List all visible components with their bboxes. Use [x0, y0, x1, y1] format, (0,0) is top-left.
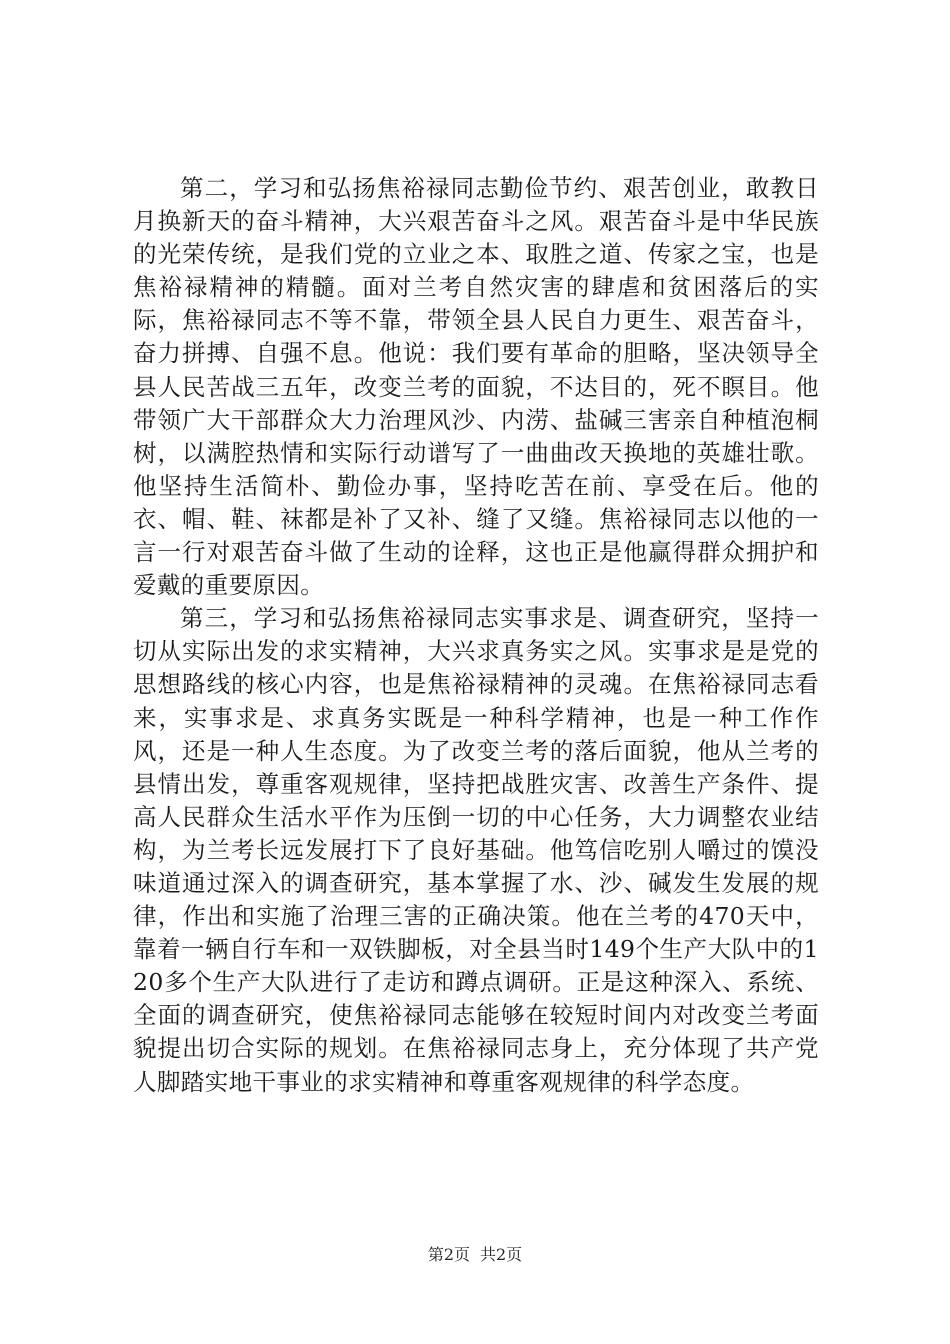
page-number: 第2页 — [427, 1245, 470, 1264]
page-footer — [0, 1244, 950, 1266]
paragraph-third-point: 第三，学习和弘扬焦裕禄同志实事求是、调查研究，坚持一切从实际出发的求实精神，大兴求真务实之风。实事求是是党的思想路线的核心内容，也是焦裕禄精神的灵魂。在焦裕禄同志看来，实事求是、求真务实既是一种科学精神，也是一种工作作风，还是一种人生态度。为了改变兰考的落后面貌，他从兰考的县情出发，尊重客观规律，坚持把战胜灾害、改善生产条件、提高人民群众生活水平作为压倒一切的中心任务，大力调整农业结构，为兰考长远发展打下了良好基础。他笃信吃别人嚼过的馍没味道通过深入的调查研究，基本掌握了水、沙、碱发生发展的规律，作出和实施了治理三害的正确决策。他在兰考的470天中，靠着一辆自行车和一双铁脚板，对全县当时149个生产大队中的120多个生产大队进行了走访和蹲点调研。正是这种深入、系统、全面的调查研究，使焦裕禄同志能够在较短时间内对改变兰考面貌提出切合实际的规划。在焦裕禄同志身上，充分体现了共产党人脚踏实地干事业的求实精神和尊重客观规律的科学态度。 — [133, 604, 819, 1096]
page-total: 共2页 — [480, 1245, 523, 1264]
document-body — [133, 172, 819, 1099]
paragraph-second-point: 第二，学习和弘扬焦裕禄同志勤俭节约、艰苦创业，敢教日月换新天的奋斗精神，大兴艰苦奋斗之风。艰苦奋斗是中华民族的光荣传统，是我们党的立业之本、取胜之道、传家之宝，也是焦裕禄精神的精髓。面对兰考自然灾害的肆虐和贫困落后的实际，焦裕禄同志不等不靠，带领全县人民自力更生、艰苦奋斗，奋力拼搏、自强不息。他说：我们要有革命的胆略，坚决领导全县人民苦战三五年，改变兰考的面貌，不达目的，死不瞑目。他带领广大干部群众大力治理风沙、内涝、盐碱三害亲自种植泡桐树，以满腔热情和实际行动谱写了一曲曲改天换地的英雄壮歌。他坚持生活简朴、勤俭办事，坚持吃苦在前、享受在后。他的衣、帽、鞋、袜都是补了又补、缝了又缝。焦裕禄同志以他的一言一行对艰苦奋斗做了生动的诠释，这也正是他赢得群众拥护和爱戴的重要原因。 — [133, 174, 819, 600]
